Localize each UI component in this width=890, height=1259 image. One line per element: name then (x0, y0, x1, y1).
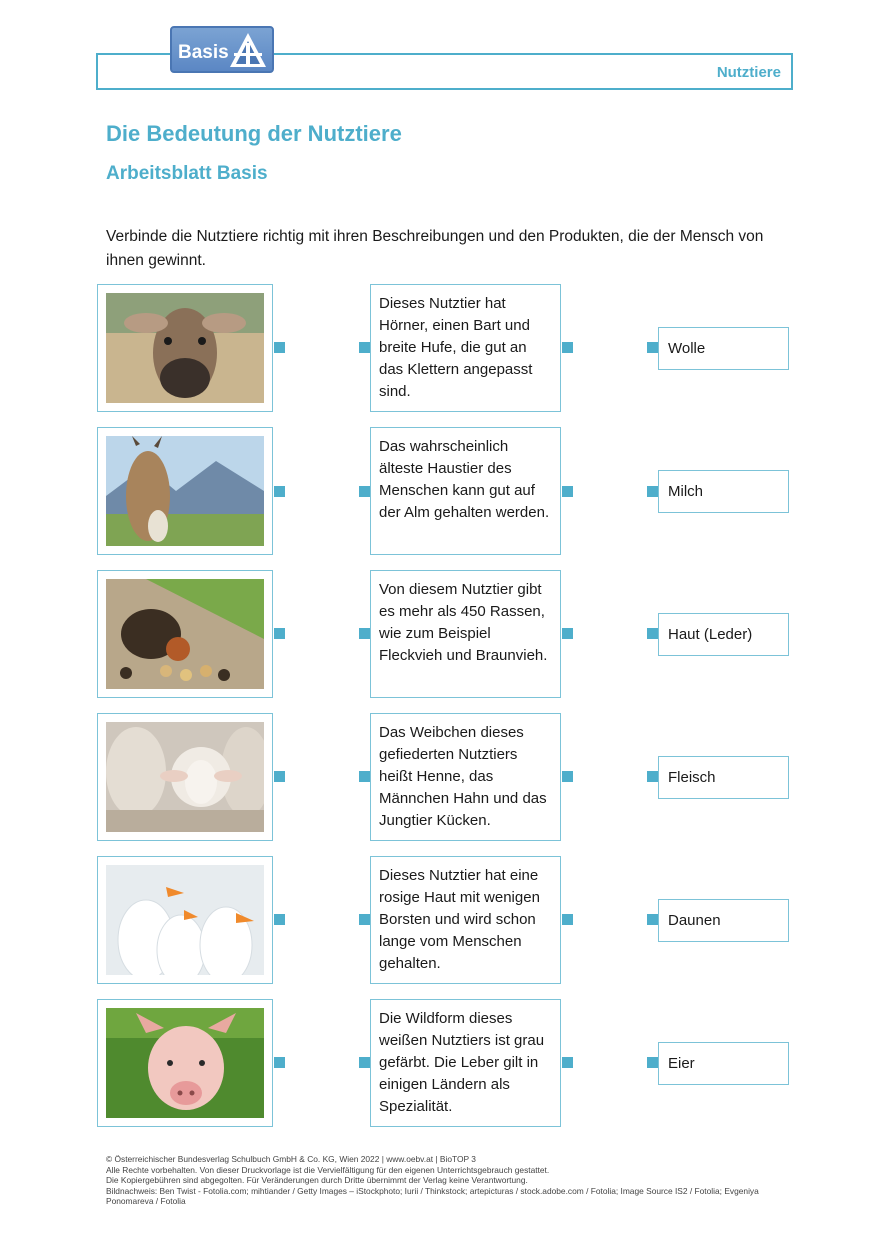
goat-icon (106, 436, 264, 546)
footer-rights: Alle Rechte vorbehalten. Von dieser Druckvorlage ist die Vervielfältigung für den eigenen Unterrichtsgebrauch gestattet. (106, 1164, 550, 1175)
connector-dot[interactable] (647, 342, 658, 353)
product-box: Milch (658, 470, 789, 513)
footer-credits: Bildnachweis: Ben Twist - Fotolia.com; mihtiander / Getty Images – iStockphoto; Iurii / Thinkstock; artepicturas / stock.adobe.com / Fotolia; Image Source IS2 / Fotolia; Evgeniya Ponomareva / Fotolia (106, 1185, 759, 1206)
connector-dot[interactable] (562, 486, 573, 497)
connector-dot[interactable] (562, 914, 573, 925)
chicken-photo (97, 570, 273, 698)
connector-dot[interactable] (274, 628, 285, 639)
connector-dot[interactable] (562, 771, 573, 782)
footer (106, 1154, 786, 1207)
sheep-photo (97, 713, 273, 841)
connector-dot[interactable] (359, 914, 370, 925)
page-title: Die Bedeutung der Nutztiere (106, 121, 402, 146)
description-box: Die Wildform dieses weißen Nutztiers ist grau gefärbt. Die Leber gilt in einigen Ländern als Spezialität. (370, 999, 561, 1127)
sheep-icon (106, 722, 264, 832)
connector-dot[interactable] (359, 1057, 370, 1068)
connector-dot[interactable] (274, 771, 285, 782)
product-box: Wolle (658, 327, 789, 370)
description-box: Dieses Nutztier hat Hörner, einen Bart und breite Hufe, die gut an das Klettern angepasst sind. (370, 284, 561, 412)
description-box: Dieses Nutztier hat eine rosige Haut mit wenigen Borsten und wird schon lange vom Menschen gehalten. (370, 856, 561, 984)
pig-photo (97, 999, 273, 1127)
description-box: Das Weibchen dieses gefiederten Nutztiers heißt Henne, das Männchen Hahn und das Jungtier Kücken. (370, 713, 561, 841)
product-box: Haut (Leder) (658, 613, 789, 656)
connector-dot[interactable] (647, 914, 658, 925)
connector-dot[interactable] (359, 486, 370, 497)
connector-dot[interactable] (274, 1057, 285, 1068)
logo-text: Basis (178, 42, 229, 63)
footer-copyright: © Österreichischer Bundesverlag Schulbuch GmbH & Co. KG, Wien 2022 | www.oebv.at | BioTOP 3 (106, 1154, 476, 1164)
description-box: Von diesem Nutztier gibt es mehr als 450 Rassen, wie zum Beispiel Fleckvieh und Braunvieh. (370, 570, 561, 698)
connector-dot[interactable] (562, 1057, 573, 1068)
product-box: Fleisch (658, 756, 789, 799)
chicken-icon (106, 579, 264, 689)
cow-icon (106, 293, 264, 403)
description-box: Das wahrscheinlich älteste Haustier des Menschen kann gut auf der Alm gehalten werden. (370, 427, 561, 555)
product-box: Eier (658, 1042, 789, 1085)
connector-dot[interactable] (274, 486, 285, 497)
connector-dot[interactable] (359, 628, 370, 639)
connector-dot[interactable] (359, 342, 370, 353)
connector-dot[interactable] (647, 486, 658, 497)
goat-photo (97, 427, 273, 555)
connector-dot[interactable] (274, 914, 285, 925)
triangle-logo-icon (228, 31, 268, 69)
connector-dot[interactable] (359, 771, 370, 782)
connector-dot[interactable] (647, 628, 658, 639)
connector-dot[interactable] (274, 342, 285, 353)
connector-dot[interactable] (647, 771, 658, 782)
pig-icon (106, 1008, 264, 1118)
goose-icon (106, 865, 264, 975)
connector-dot[interactable] (562, 628, 573, 639)
topic-label: Nutztiere (716, 64, 781, 81)
connector-dot[interactable] (647, 1057, 658, 1068)
geese-photo (97, 856, 273, 984)
footer-fees: Die Kopiergebühren sind abgegolten. Für Veränderungen durch Dritte übernimmt der Verlag keine Verantwortung. (106, 1175, 528, 1185)
connector-dot[interactable] (562, 342, 573, 353)
basis-logo (170, 26, 274, 73)
cow-photo (97, 284, 273, 412)
page-subtitle: Arbeitsblatt Basis (106, 163, 268, 184)
product-box: Daunen (658, 899, 789, 942)
instruction-text: Verbinde die Nutztiere richtig mit ihren Beschreibungen und den Produkten, die der Mensch von ihnen gewinnt. (106, 228, 764, 269)
